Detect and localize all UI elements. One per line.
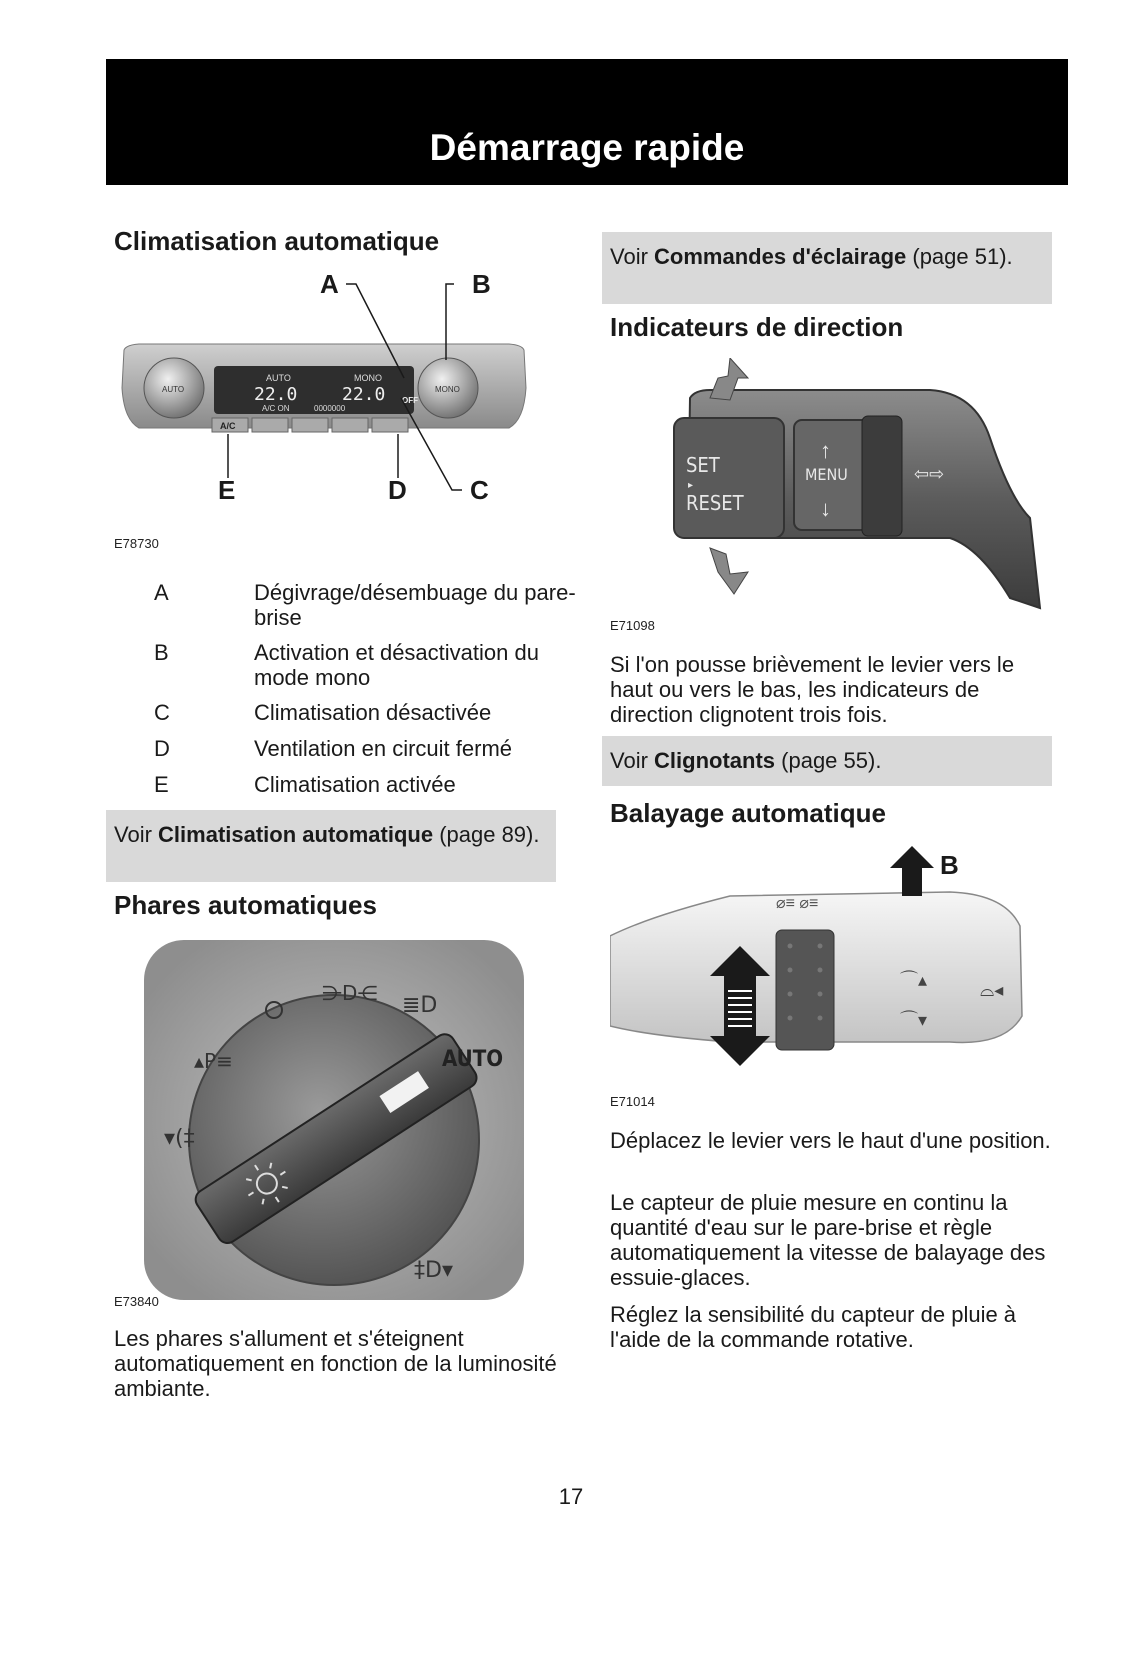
climate-panel-illustration — [114, 270, 564, 530]
climate-heading: Climatisation automatique — [114, 226, 440, 256]
callout-c: C — [470, 475, 489, 505]
headlamps-text: Les phares s'allument et s'éteignent automatiquement en fonction de la luminosité ambiante. — [114, 1326, 557, 1401]
headlamp-icon: ≣D — [402, 993, 438, 1018]
headlamps-heading: Phares automatiques — [114, 890, 377, 920]
page-title: Démarrage rapide — [429, 127, 745, 168]
menu-up-icon: ↑ — [820, 438, 831, 463]
ok-arrows-icon: ⇦⇨ — [914, 464, 945, 484]
indicator-lever-illustration — [630, 358, 1060, 618]
indicators-text: Si l'on pousse brièvement le levier vers le haut ou vers le bas, les indicateurs de direction clignotent trois fois. — [610, 652, 1015, 727]
callout-b: B — [940, 850, 959, 880]
callout-d: D — [388, 475, 407, 505]
ref-prefix: Voir — [114, 822, 159, 847]
display-fan-label: 0000000 — [314, 404, 346, 413]
page-header — [106, 59, 1068, 185]
front-fog-icon: ▾(‡ — [164, 1126, 195, 1151]
wash-front-icon: ⌀≡ ⌀≡ — [776, 895, 819, 912]
side-lamps-icon: ⋺D⋲ — [322, 981, 378, 1005]
ref-link-eclairage[interactable]: Commandes d'éclairage — [654, 244, 907, 269]
rear-wiper-icon: ⌓◂ — [980, 980, 1004, 1000]
callout-b: B — [472, 270, 491, 299]
indicators-heading: Indicateurs de direction — [610, 312, 904, 342]
display-temp-right: 22.0 — [342, 384, 386, 405]
climate-reference-box — [106, 810, 556, 882]
lever-down-arrow — [710, 548, 748, 594]
wiping-paragraph-2: Le capteur de pluie mesure en continu la quantité d'eau sur le pare-brise et règle automatiquement la vitesse de balayage des essuie-glaces. — [610, 1190, 1046, 1290]
display-mono-label: MONO — [354, 373, 382, 383]
wiping-heading: Balayage automatique — [610, 798, 886, 828]
wiping-figure-code: E71014 — [610, 1094, 655, 1109]
display-ac-on-label: A/C ON — [262, 404, 290, 413]
set-reset-arrow: ▸ — [688, 480, 694, 491]
function-buttons — [212, 418, 408, 432]
legend-key: C — [154, 700, 170, 725]
display-auto-label: AUTO — [266, 373, 291, 383]
legend-key: D — [154, 736, 170, 761]
ref-suffix: (page 51). — [906, 244, 1013, 269]
indicators-figure-code: E71098 — [610, 618, 655, 633]
legend-key: A — [154, 580, 169, 605]
ac-button-label: A/C — [220, 421, 236, 431]
legend-text: Activation et désactivation du mode mono — [254, 640, 539, 690]
ref-prefix: Voir — [610, 748, 655, 773]
parking-lamp-icon: ▴P≡ — [194, 1049, 233, 1073]
ref-suffix: (page 55). — [775, 748, 882, 773]
auto-knob-label: AUTO — [162, 385, 185, 394]
headlamp-dial-illustration — [144, 940, 524, 1300]
wiper-low-icon: ⌒▾ — [900, 1010, 928, 1030]
legend-text: Climatisation désactivée — [254, 700, 492, 725]
ref-prefix: Voir — [610, 244, 655, 269]
ref-link-clignotants[interactable]: Clignotants — [654, 748, 776, 773]
climate-figure-code: E78730 — [114, 536, 159, 551]
page-number: 17 — [558, 1484, 584, 1509]
recirculation-button[interactable] — [372, 418, 408, 432]
ref-suffix: (page 89). — [433, 822, 540, 847]
legend-key: E — [154, 772, 169, 797]
wiper-lever-illustration — [610, 846, 1060, 1076]
wiping-paragraph-1: Déplacez le levier vers le haut d'une position. — [610, 1128, 1051, 1153]
vent-screen-button[interactable] — [332, 418, 368, 432]
ref-link-climatisation[interactable]: Climatisation automatique — [158, 822, 434, 847]
reset-label: RESET — [686, 491, 744, 515]
menu-down-icon: ↓ — [820, 496, 831, 521]
vent-feet-button[interactable] — [292, 418, 328, 432]
callout-a: A — [320, 270, 339, 299]
wiper-intermittent-icon: ⌒▴ — [900, 970, 928, 990]
legend-text: Climatisation activée — [254, 772, 456, 797]
lighting-reference-box — [602, 232, 1052, 304]
legend-text: Ventilation en circuit fermé — [254, 736, 513, 761]
menu-label: MENU — [805, 465, 848, 484]
headlamps-figure-code: E73840 — [114, 1294, 159, 1309]
legend-text: Dégivrage/désembuage du pare-brise — [254, 580, 576, 630]
thumbwheel[interactable] — [862, 416, 902, 536]
indicators-reference-box — [602, 736, 1052, 786]
callout-e: E — [218, 475, 236, 505]
vent-face-button[interactable] — [252, 418, 288, 432]
rain-sensor-wheel[interactable] — [776, 930, 834, 1050]
rear-fog-icon: ‡D▾ — [414, 1258, 453, 1283]
off-label: OFF — [402, 396, 418, 405]
mono-knob-label: MONO — [435, 385, 460, 394]
auto-position-label: AUTO — [442, 1047, 504, 1072]
lever-up-arrow — [890, 846, 934, 896]
legend-key: B — [154, 640, 169, 665]
display-temp-left: 22.0 — [254, 384, 298, 405]
wiping-paragraph-3: Réglez la sensibilité du capteur de pluie à l'aide de la commande rotative. — [610, 1302, 1017, 1352]
set-label: SET — [686, 453, 720, 477]
